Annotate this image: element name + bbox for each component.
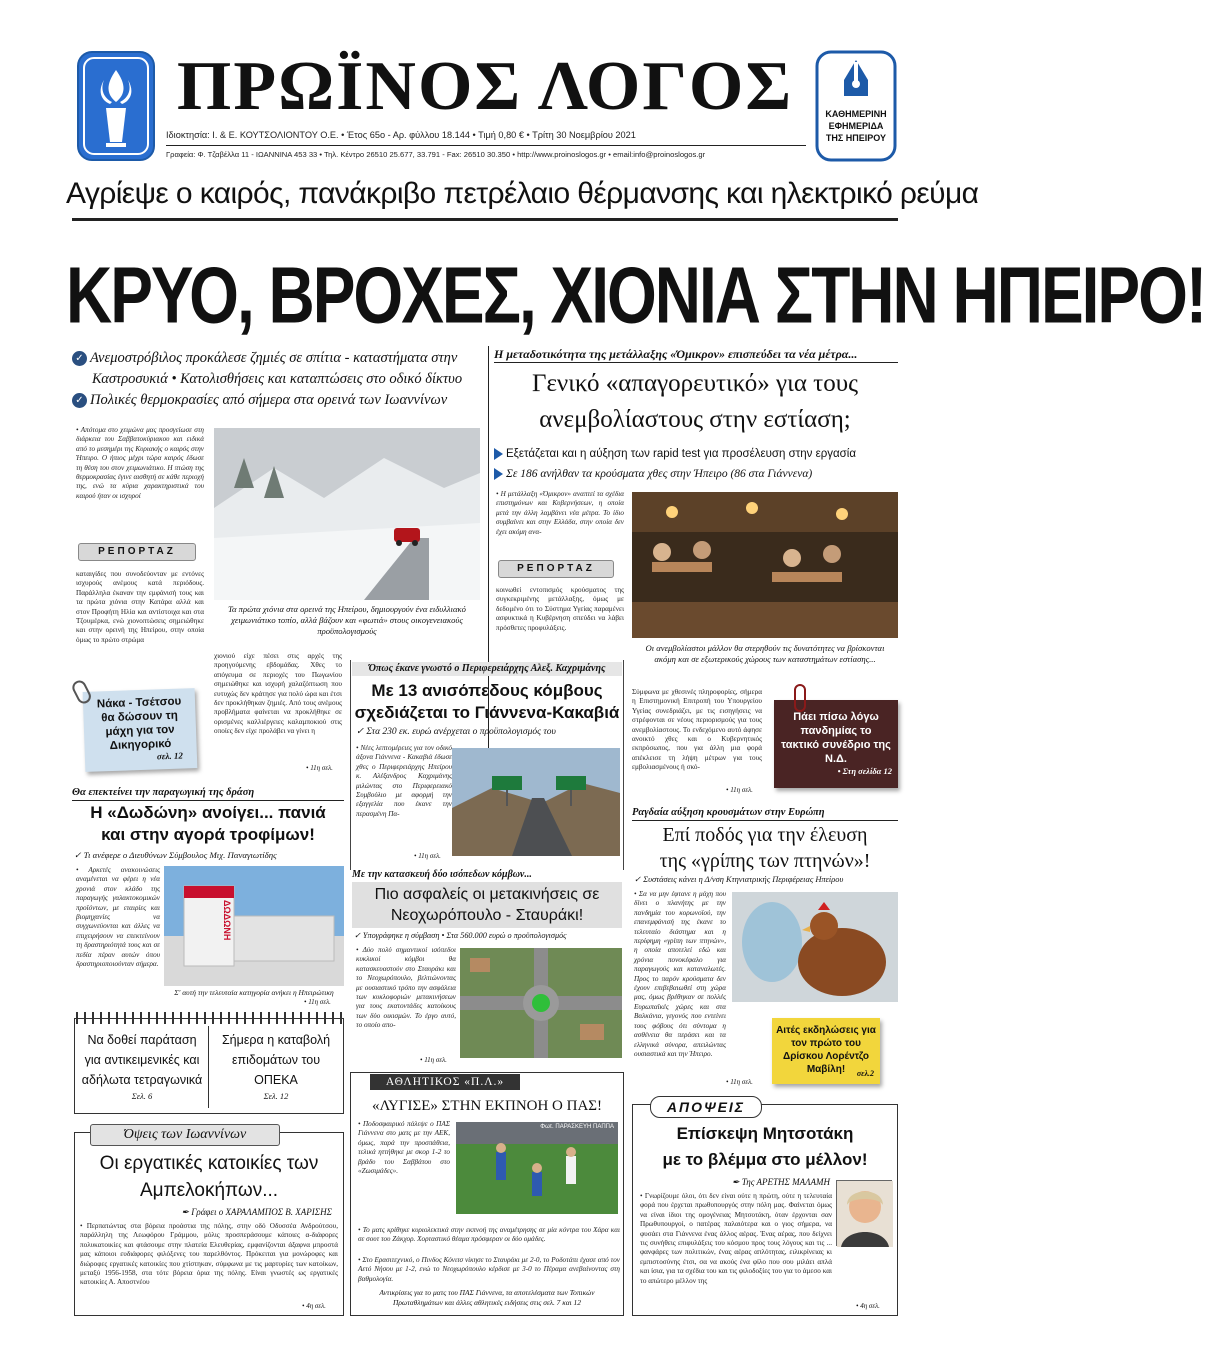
sticky-naka-text: Νάκα - Τσέτσου θα δώσουν τη μάχη για τον Δικηγορικό (96, 695, 182, 753)
omicron-kicker: Η μεταδοτικότητα της μετάλλαξης «Όμικρον» επισπεύδει τα νέα μέτρα... (494, 346, 898, 363)
sticky-naka[interactable] (83, 688, 198, 772)
omicron-restaurant-photo (632, 492, 898, 638)
sports-text-1: • Ποδοσφαιρικό πάλεψε ο ΠΑΣ Γιάννενα στο ματς με την ΑΕΚ, όμως, παρά την προσπάθεια, τελικά ηττήθηκε με σκορ 1-2 το βράδυ του Σαββάτου στο «Ζωσιμάδες». (358, 1120, 450, 1176)
lead-bullet-2: ✓ Πολικές θερμοκρασίες από σήμερα στα ορεινά των Ιωαννίνων (72, 390, 484, 411)
omicron-headline-2: ανεμβολίαστους στην εστίαση; (539, 406, 851, 433)
omicron-text-2: κοινωθεί εντοπισμός κρούσματος της συγκεκριμένης μετάλλαξης, όμως με δεδομένο ότι το Σύστημα Υγείας παραμένει ασφυκτικά η Κυβέρνηση σπεύδει να λάβει πρόσθετες προφυλάξεις. (496, 586, 624, 632)
lead-tag-reportage: ΡΕΠΟΡΤΑΖ (78, 543, 196, 561)
omicron-headline-1: Γενικό «απαγορευτικό» για τους (531, 370, 858, 397)
omicron-bullet-1: Εξετάζεται και η αύξηση των rapid test για προσέλευση στην εργασία (494, 446, 900, 462)
dodoni-headline-2: και στην αγορά τροφίμων! (101, 825, 315, 844)
opinion-more[interactable]: • 4η σελ. (856, 1302, 880, 1310)
masthead-logo-torch (76, 50, 156, 162)
opinion-headline-2: με το βλέμμα στο μέλλον! (662, 1150, 868, 1169)
bridge-text: • Νέες λεπτομέρειες για τον οδικό άξονα Γιάννενα - Κακαβιά έδωσε χθες ο Περιφερειάρχης Ηπείρου κ. Αλέξανδρος Καχριμάνης μιλώντας στο Περιφερειακό Συμβούλιο με αφορμή την εξαγγελία που έκανε την περασμένη Πα- (356, 744, 452, 818)
neo-text: • Δύο πολύ σημαντικοί ισόπεδοι κυκλικοί κόμβοι θα κατασκευαστούν στο Σταυράκι και το Νεοχωρόπουλο, βελτιώνοντας με ουσιαστικό τρόπο την ασφάλεια των κυκλοφοριών μετακινήσεων για τους εκατοντάδες κατοίκους των δύο οικισμών. Το έργο αυτό, το οποίο απο- (356, 946, 456, 1030)
sports-footnote-2: Πρωταθλημάτων και άλλες αθλητικές ειδήσεις στις σελ. 7 και 12 (393, 1298, 581, 1307)
notes-left[interactable] (80, 1030, 204, 1102)
notes-left-text: Να δοθεί παράταση για αντικειμενικές και αδήλωτα τετραγωνικά (81, 1033, 203, 1087)
dodoni-factory-photo (164, 866, 344, 986)
sticky-drisko-page: σελ.2 (856, 1069, 874, 1078)
badge-line-2: ΕΦΗΜΕΡΙΔΑ (828, 121, 884, 131)
opinion-author-photo (836, 1180, 892, 1246)
omicron-photo-caption: Οι ανεμβολίαστοι μάλλον θα στερηθούν τις δυνατότητες να βρίσκονται ακόμη και σε εξωτερικούς χώρους των καταστημάτων εστίασης... (645, 643, 885, 664)
birds-text: • Σα να μην έφτανε η μάχη που δίνει ο πλανήτης με την πανδημία του κορωνοϊού, την επανεμφάνισή της έκανε το τελευταίο διάστημα και η περίφημη «γρίπη των πτηνών», η οποία αποτελεί εδώ και χρόνια πονοκέφαλο για παραγωγούς και καταναλωτές. Προς το παρόν κρούσματα δεν έχουν επιβεβαιωθεί στη χώρα μας, όμως βρέθηκαν σε πολλές Ευρωπαϊκές χώρες και στα Βαλκάνια, γεγονός που εντείνει τους φόβους ότι σύντομα η ασθένεια θα περάσει και τα ελληνικά σύνορα, απειλώντας ουσιαστικά και την Ήπειρο. (634, 890, 726, 1058)
check-icon: ✓ (72, 351, 87, 366)
birds-chicken-photo (732, 892, 898, 1002)
sticky-drisko-text: Αιτές εκδηλώσεις για τον πρώτο του Δρίσκου Λορέντζο Μαβίλη! (776, 1025, 876, 1075)
check-icon: ✓ (72, 393, 87, 408)
opinion-headline-1: Επίσκεψη Μητσοτάκη (676, 1124, 854, 1143)
arrow-icon (494, 448, 503, 460)
opsis-headline: Οι εργατικές κατοικίες των Αμπελοκήπων... (99, 1153, 319, 1201)
masthead-title: ΠΡΩΪΝΟΣ ΛΟΓΟΣ (176, 48, 794, 125)
neo-aerial-photo (460, 948, 622, 1058)
bridge-sub: ✓ Στα 230 εκ. ευρώ ανέρχεται ο προϋπολογισμός του (356, 727, 556, 737)
lead-text-1: • Απότομα στο χειμώνα μας προσγείωσε στη διάρκεια του Σαββατοκύριακου και ειδικά από το μεσημέρι της Κυριακής ο καιρός στην Ήπειρο. Ο ήπιος μέχρι τώρα καιρός έδωσε τη θέση του στον χειμωνιάτικο. Η πτώση της θερμοκρασίας έγινε αισθητή σε κάθε περιοχή της, ενώ τα κύρια χαρακτηριστικά του καιρού ήταν οι ισχυροί (76, 426, 204, 500)
bridge-highway-photo (452, 748, 620, 856)
dodoni-more[interactable]: • 11η σελ. (304, 998, 331, 1006)
lead-bullet-1-cont: Καστροσυκιά • Κατολισθήσεις και καταπτώσεις στο οδικό δίκτυο (92, 371, 463, 387)
lead-divider (72, 218, 898, 221)
masthead-info-line: Ιδιοκτησία: Ι. & Ε. ΚΟΥΤΣΟΛΙΟΝΤΟΥ Ο.Ε. • Έτος 65ο - Αρ. φύλλου 18.144 • Τιμή 0,80 € • Τρίτη 30 Νοεμβρίου 2021 (166, 130, 636, 140)
bridge-headline: Με 13 ανισόπεδους κόμβους σχεδιάζεται το Γιάννενα-Κακαβιά (354, 681, 620, 722)
opsis-byline: ✒ Γράφει ο ΧΑΡΑΛΑΜΠΟΣ Β. ΧΑΡΙΣΗΣ (181, 1207, 332, 1217)
sticky-naka-page: σελ. 12 (156, 750, 184, 762)
opinion-byline: ✒ Της ΑΡΕΤΗΣ ΜΑΛΑΜΗ (731, 1177, 830, 1187)
dodoni-caption: Σ' αυτή την τελευταία κατηγορία ανήκει η Ηπειρώτικη (174, 988, 334, 997)
neo-more[interactable]: • 11η σελ. (420, 1056, 447, 1064)
lead-snow-photo (214, 428, 480, 600)
opinion-tag: ΑΠΟΨΕΙΣ (650, 1096, 762, 1118)
bridge-kicker: Όπως έκανε γνωστό ο Περιφερειάρχης Αλεξ. Καχριμάνης (352, 662, 622, 676)
masthead-contact-line: Γραφεία: Φ. Τζαβέλλα 11 - ΙΩΑΝΝΙΝΑ 453 33 • Τηλ. Κέντρο 26510 25.677, 33.791 - Fax: 26510 30.350 • http://www.proinoslogos.gr • email:info@proinoslogos.gr (166, 150, 706, 159)
sticky-back-congress[interactable] (774, 700, 898, 788)
sports-football-photo (456, 1122, 618, 1214)
lead-photo-caption: Τα πρώτα χιόνια στα ορεινά της Ηπείρου, δημιουργούν ένα ειδυλλιακό χειμωνιάτικο τοπίο, αλλά βάζουν και «φωτιά» στους οικογενειακούς προϋπολογισμούς (228, 604, 466, 636)
sports-headline: «ΛΥΓΙΣΕ» ΣΤΗΝ ΕΚΠΝΟΗ Ο ΠΑΣ! (371, 1098, 603, 1114)
opsis-text: • Περπατώντας στα βόρεια προάστια της πόλης, στην οδό Οδυσσέα Ανδρούτσου, παράλληλη της Λεωφόρου Γράμμου, μόλις προσπεράσουμε κάποιες α-διάφορες πολυκατοικίες και φτάσουμε στην πλατεία Ελευθερίας, εμφανίζονται άξαφνα μπροστά μας κάποιοι ευδιάφορες φιλόξενες του παρελθόντος. Πρόκειται για μονώροφες και διώροφες εργατικές κατοικίες που χτίστηκαν, σύμφωνα με τις μαρτυρίες των κατοίκων, μεταξύ 1956-1958, στα τότε βόρεια όρια της πόλης. Είναι γνωστές ως εργατικές κατοικίες Α. Αποστνέου (80, 1222, 338, 1287)
birds-more[interactable]: • 11η σελ. (726, 1078, 753, 1086)
sports-photo-credit: Φωτ. ΠΑΡΑΣΚΕΥΗ ΠΑΠΠΑ (540, 1124, 614, 1130)
masthead-badge (815, 50, 897, 162)
notes-right-page: Σελ. 12 (263, 1091, 289, 1101)
omicron-text-3: Σύμφωνα με χθεσινές πληροφορίες, σήμερα η Επιστημονική Επιτροπή του Υπουργείου Υγείας συνεδριάζει, με τις εισηγήσεις να στρέφονται σε νέους περιορισμούς για τους ανεμβολίαστους. Το ενδεχόμενο αυτό άφησε ανοικτό χθες και ο Κυβερνητικός εκπρόσωπος, που για άλλη μια φορά απέκλεισε τη λήψη μέτρων για τους εμβολιασμένους ή σκό- (632, 688, 762, 772)
sticky-drisko[interactable] (772, 1018, 880, 1084)
lead-headline: ΚΡΥΟ, ΒΡΟΧΕΣ, ΧΙΟΝΙΑ ΣΤΗΝ ΗΠΕΙΡΟ! (66, 249, 1205, 340)
birds-headline-2: της «γρίπης των πτηνών»! (659, 850, 871, 872)
sports-kicker: ΑΘΛΗΤΙΚΟΣ «Π.Λ.» (370, 1074, 520, 1090)
sports-footnote-1: Αντικρίσεις για το ματς του ΠΑΣ Γιάννενα, τα αποτελέσματα των Τοπικών (379, 1288, 595, 1297)
birds-headline-1: Επί ποδός για την έλευση (662, 824, 868, 846)
neo-sub: ✓ Υπογράφηκε η σύμβαση • Στα 560.000 ευρώ ο προϋπολογισμός (354, 931, 567, 940)
dodoni-kicker: Θα επεκτείνει την παραγωγική της δράση (72, 786, 344, 801)
lead-more[interactable]: • 11η σελ. (306, 764, 333, 772)
notes-divider (208, 1026, 209, 1108)
sticky-back-page: • Στη σελίδα 12 (837, 766, 892, 776)
omicron-more[interactable]: • 11η σελ. (726, 786, 753, 794)
dodoni-sub: ✓ Τι ανέφερε ο Διευθύνων Σύμβουλος Μιχ. Παναγιωτίδης (74, 850, 277, 860)
sticky-back-text: Πάει πίσω λόγω πανδημίας το τακτικό συνέδριο της Ν.Δ. (781, 711, 891, 765)
arrow-icon (494, 468, 503, 480)
lead-text-2: καταιγίδες που συνοδεύονταν με εντόνες ισχυρούς ανέμους κατά περιόδους. Παράλληλα έκαναν την εμφάνισή τους και τα πρώτα χιόνια στην Κατάρα αλλά και στον Προφήτη Ηλία και αντίστοιχα και στα Τζουμέρκα, ενώ χιονοπτώσεις σημειώθηκε και στην ορεινή της Ηπείρου, στην οποία όμως το πρώτο στρώμα (76, 570, 204, 644)
badge-line-1: ΚΑΘΗΜΕΡΙΝΗ (825, 109, 887, 119)
birds-sub: ✓ Συστάσεις κάνει η Δ/νση Κτηνιατρικής Περιφέρειας Ηπείρου (634, 875, 844, 884)
opinion-text: • Γνωρίζουμε όλοι, ότι δεν είναι ούτε η πρώτη, ούτε η τελευταία φορά που έρχεται πρωθυπουργός στην πόλη μας. Φαίνεται όμως να είναι ίδιοι της ομογένειας Μητσοτάκη, όταν έρχονται σαν Πρωθυπουργοί, ο πατέρας παλαιότερα και ο γιος σήμερα, να φυσάει στα Γιάννενα ένας άλλος αέρας. Ένας αέρας, που δείχνει τις συνήθεις επιφυλάξεις του κόσμου προς τους λόγους και τις ... φανφάρες των πολιτικών, ένας αέρας απλότητας, ειλικρίνειας κι εμπιστοσύνης έτσι, σα να ακούς ένα φίλο που σου μιλάει απλά και ίσια, για τα σχέδια του και τις φιλοδοξίες του για το άμεσο και το απώτερο μέλλον της (640, 1192, 832, 1285)
omicron-text-1: • Η μετάλλαξη «Όμικρον» αναπτεί τα σχέδια επιστημόνων και Κυβερνήσεων, η οποία μετά την άλλη λαμβάνει νέα μέτρα. Το ίδιο συμβαίνει και στην Ελλάδα, στην οποία δεν έχει ακόμη ανα- (496, 490, 624, 536)
sports-text-3: • Στο Ερασιτεχνικό, ο Πινδος Κόνιτσ νίκησε το Σταυράκι με 2-0, το Ροδοτάπι έχασε από τον Αετό Νήσου με 1-2, ενώ το Νεοχωρόπουλο κέρδισε με 3-0 το Πέραμα ανεβαίνοντας στη βαθμολογία. (358, 1256, 620, 1283)
omicron-tag-reportage: ΡΕΠΟΡΤΑΖ (498, 560, 614, 578)
dodoni-logo-text: ΔΩΔΩΝΗ (222, 900, 232, 941)
lead-text-3: χιονιού είχε πέσει στις αρχές της προηγούμενης εβδομάδας. Χθες το απόγευμα σε περιοχές του Πωγωνίου σημειώθηκε και ισχυρή χαλαζόπτωση που ευτυχώς δεν κράτησε για πολύ ώρα και έτσι δεν προκλήθηκαν ζημιές. Από τους ανέμους προβλήματα φαίνεται να προκλήθηκε σε ορισμένες καλλιέργειες καλαμποκιού στις οποίες δεν είχε προλάβει να γίνει η (214, 652, 342, 736)
sports-text-2: • Το ματς κρίθηκε κυριολεκτικά στην εκπνοή της αναμέτρησης σε μία κόντρα του Χάρα και σε σουτ του Ζάκχορ. Χορταστικό θέαμα πρόσφεραν οι δύο ομάδες. (358, 1226, 620, 1244)
masthead-divider (166, 145, 806, 146)
opsis-more[interactable]: • 4η σελ. (302, 1302, 326, 1310)
dodoni-text: • Αρκετές ανακοινώσεις αναμένεται να φέρει η νέα χρονιά στον κλάδο της παραγωγής γαλακτοκομικών προϊόντων, με εταιρίες και βιομηχανίες να συγχωνεύονται και άλλες να επιχειρήσουν να επεκτείνουν τη δραστηριότητά τους και σε πεδία πέραν αυτών όπου δραστηριοποιούνταν σήμερα. (76, 866, 160, 969)
lead-bullets (72, 348, 484, 411)
lead-kicker: Αγρίεψε ο καιρός, πανάκριβο πετρέλαιο θέρμανσης και ηλεκτρικό ρεύμα (66, 177, 979, 210)
lead-bullet-1: ✓ Ανεμοστρόβιλος προκάλεσε ζημιές σε σπίτια - καταστήματα στην (72, 348, 484, 369)
spiral-binding (76, 1012, 342, 1024)
clip-icon (794, 684, 806, 712)
neo-headline: Πιο ασφαλείς οι μετακινήσεις σε Νεοχωρόπουλο - Σταυράκι! (352, 882, 622, 928)
bridge-more[interactable]: • 11η σελ. (414, 852, 441, 860)
omicron-bullet-2: Σε 186 ανήλθαν τα κρούσματα χθες στην Ήπειρο (86 στα Γιάννενα) (494, 466, 900, 482)
opsis-kicker: Όψεις των Ιωαννίνων (90, 1124, 280, 1146)
notes-left-page: Σελ. 6 (131, 1091, 153, 1101)
neo-kicker: Με την κατασκευή δύο ισόπεδων κόμβων... (352, 869, 532, 880)
notes-right[interactable] (212, 1030, 340, 1102)
badge-line-3: ΤΗΣ ΗΠΕΙΡΟΥ (825, 133, 887, 143)
notes-right-text: Σήμερα η καταβολή επιδομάτων του ΟΠΕΚΑ (221, 1033, 331, 1087)
birds-kicker: Ραγδαία αύξηση κρουσμάτων στην Ευρώπη (632, 806, 898, 821)
dodoni-headline-1: Η «Δωδώνη» ανοίγει... πανιά (90, 803, 326, 822)
